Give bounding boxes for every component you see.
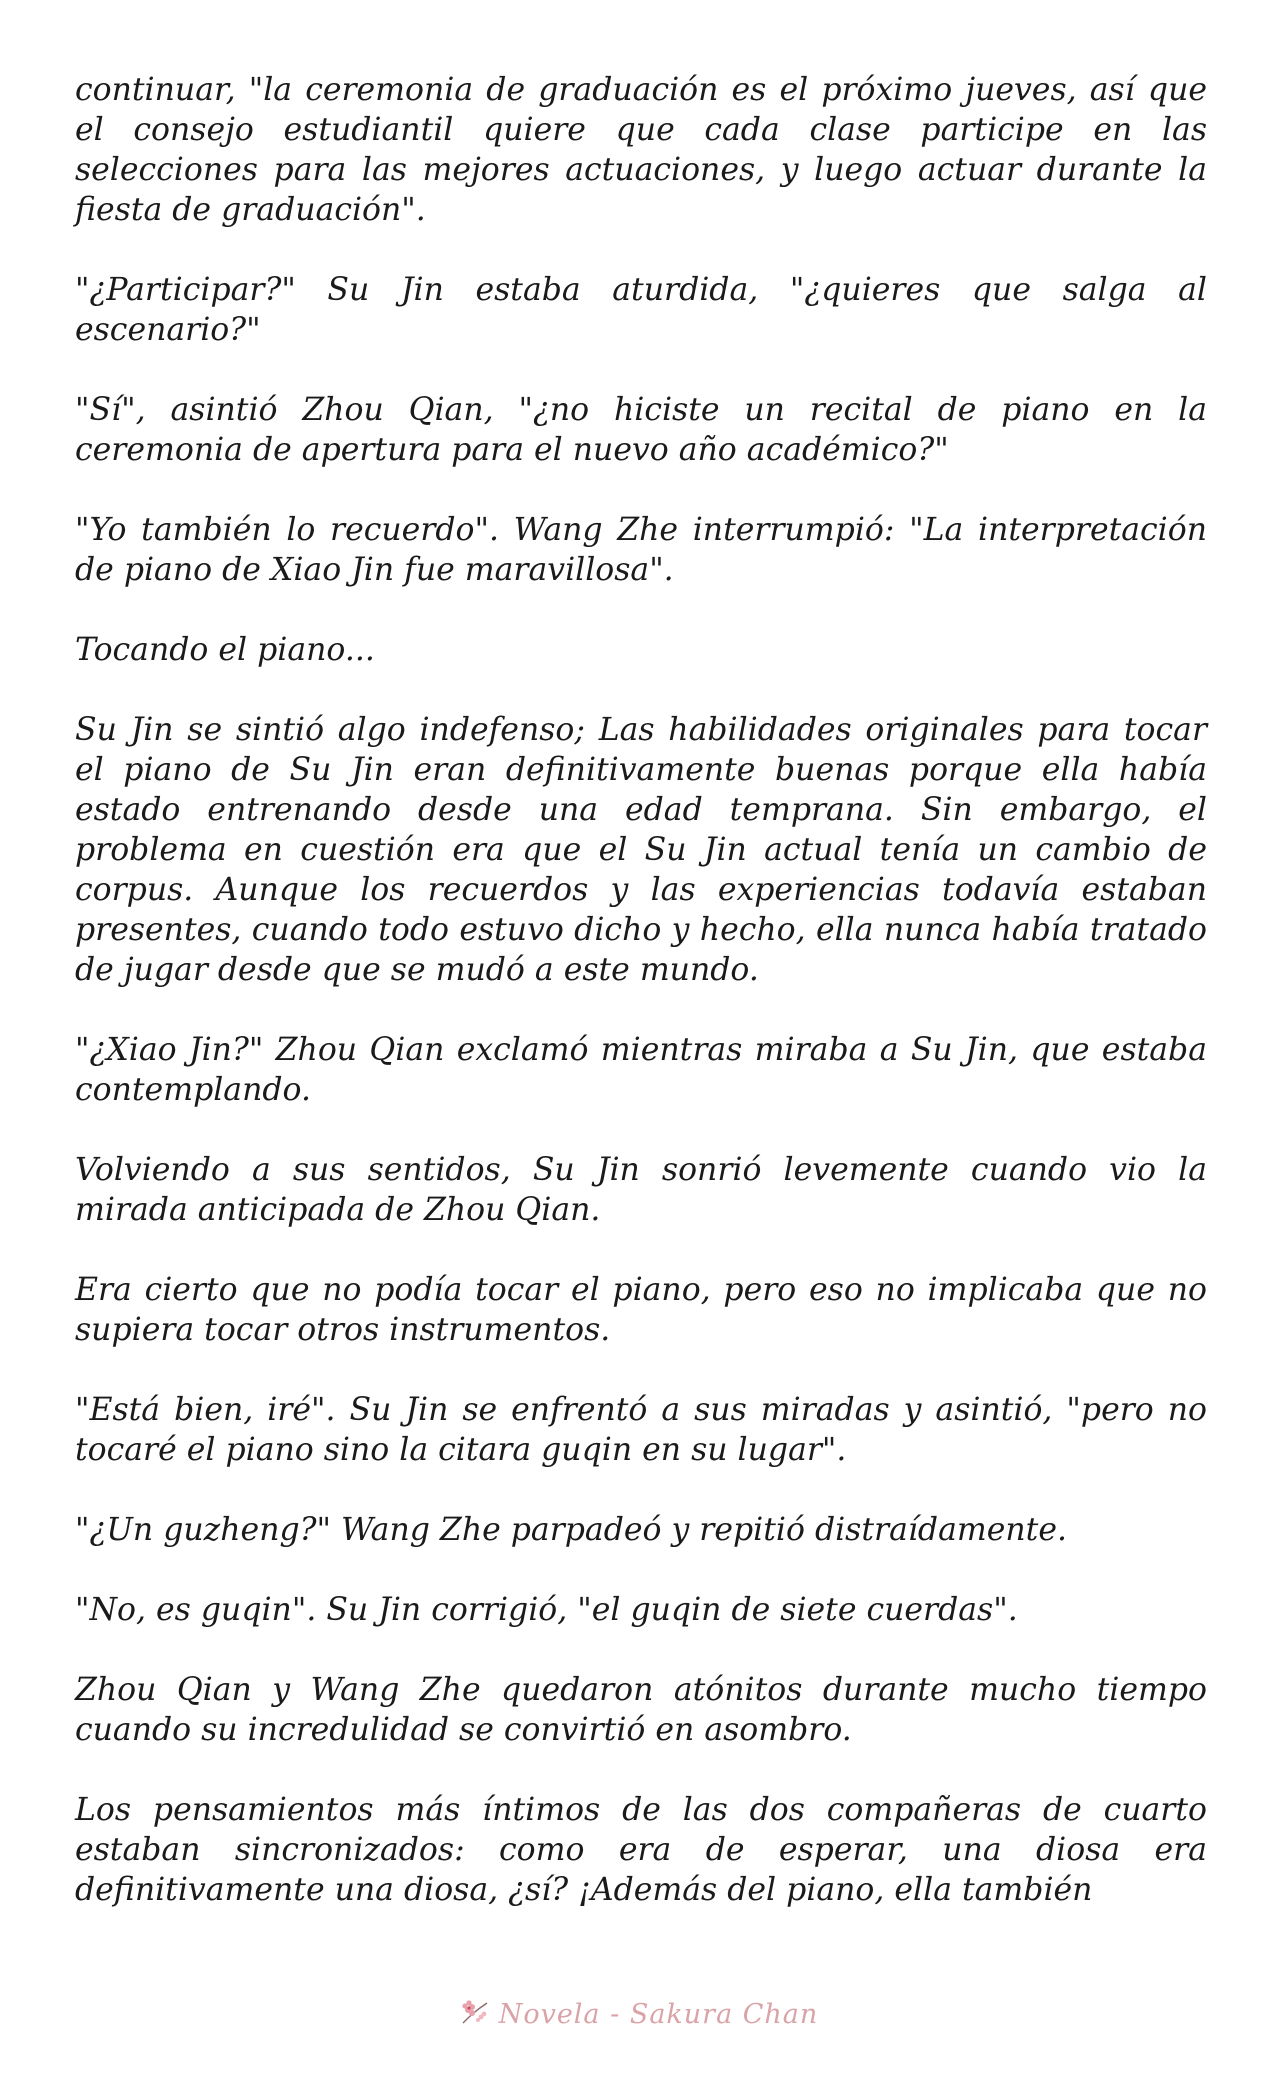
paragraph-2: "¿Participar?" Su Jin estaba aturdida, "¿quieres que salga al escenario?"	[75, 272, 1207, 348]
paragraph-1: continuar, "la ceremonia de graduación es el próximo jueves, así que el consejo estudiantil quiere que cada clase participe en las selecciones para las mejores actuaciones, y luego actuar durante la fiesta de graduación".	[75, 72, 1207, 228]
paragraph-3: "Sí", asintió Zhou Qian, "¿no hiciste un recital de piano en la ceremonia de apertura para el nuevo año académico?"	[75, 392, 1207, 468]
watermark-text: Novela - Sakura Chan	[498, 1999, 819, 2030]
paragraph-4: "Yo también lo recuerdo". Wang Zhe interrumpió: "La interpretación de piano de Xiao Jin fue maravillosa".	[75, 512, 1207, 588]
paragraph-12: "No, es guqin". Su Jin corrigió, "el guqin de siete cuerdas".	[75, 1592, 1018, 1628]
paragraph-9: Era cierto que no podía tocar el piano, pero eso no implicaba que no supiera tocar otros instrumentos.	[75, 1272, 1207, 1348]
paragraph-11: "¿Un guzheng?" Wang Zhe parpadeó y repitió distraídamente.	[75, 1512, 1067, 1548]
paragraph-14: Los pensamientos más íntimos de las dos compañeras de cuarto estaban sincronizados: como era de esperar, una diosa era definitivamente una diosa, ¿sí? ¡Además del piano, ella también	[75, 1792, 1207, 1908]
paragraph-10: "Está bien, iré". Su Jin se enfrentó a sus miradas y asintió, "pero no tocaré el piano sino la citara guqin en su lugar".	[75, 1392, 1207, 1468]
paragraph-6: Su Jin se sintió algo indefenso; Las habilidades originales para tocar el piano de Su Jin eran definitivamente buenas porque ella había estado entrenando desde una edad temprana. Sin embargo, el problema en cuestión era que el Su Jin actual tenía un cambio de corpus. Aunque los recuerdos y las experiencias todavía estaban presentes, cuando todo estuvo dicho y hecho, ella nunca había tratado de jugar desde que se mudó a este mundo.	[75, 712, 1207, 988]
watermark	[447, 1993, 829, 2036]
paragraph-7: "¿Xiao Jin?" Zhou Qian exclamó mientras miraba a Su Jin, que estaba contemplando.	[75, 1032, 1207, 1108]
paragraph-13: Zhou Qian y Wang Zhe quedaron atónitos durante mucho tiempo cuando su incredulidad se convirtió en asombro.	[75, 1672, 1207, 1748]
footer	[0, 1993, 1275, 2036]
paragraph-8: Volviendo a sus sentidos, Su Jin sonrió levemente cuando vio la mirada anticipada de Zhou Qian.	[75, 1152, 1207, 1228]
paragraph-5: Tocando el piano...	[75, 632, 375, 668]
cherry-blossom-icon	[457, 1997, 491, 2032]
document-body	[75, 70, 1207, 1950]
